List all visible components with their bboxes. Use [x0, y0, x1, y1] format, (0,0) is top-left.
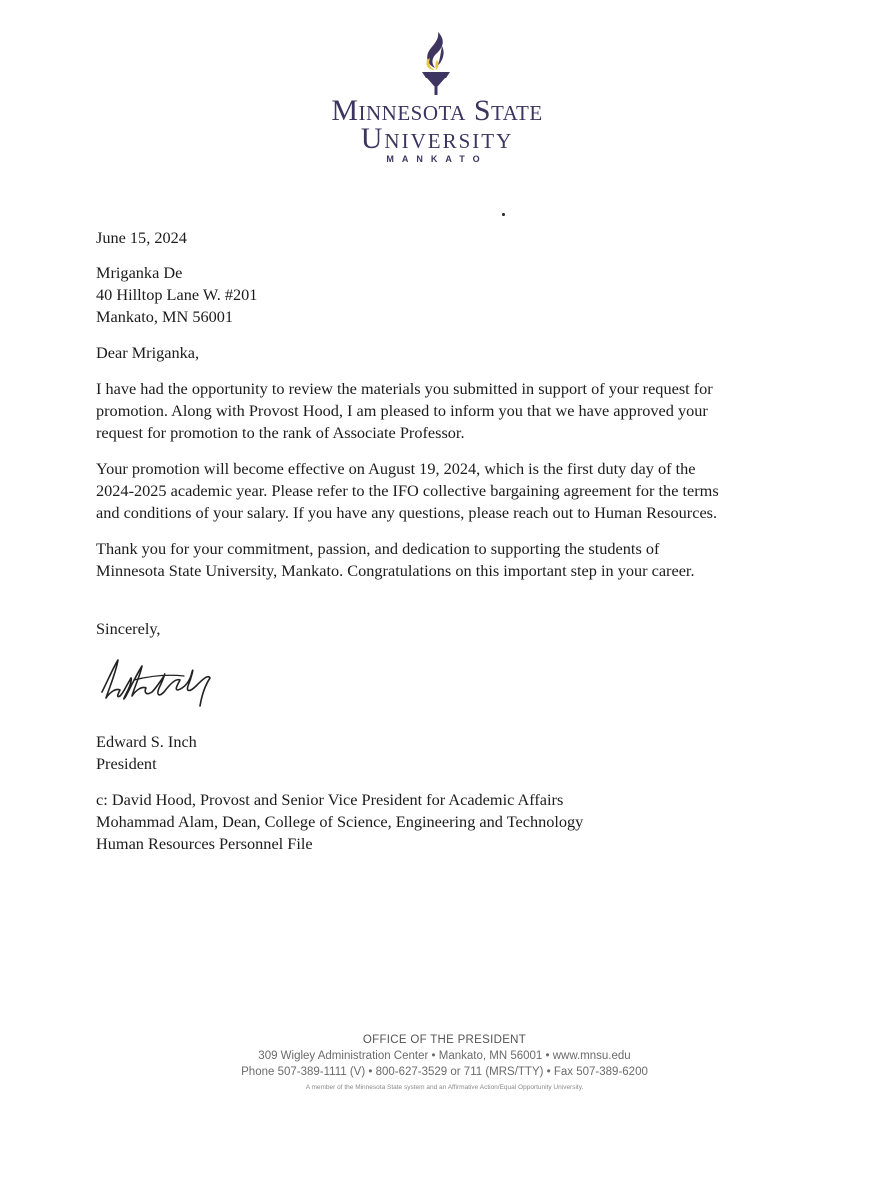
- letter-footer: [0, 1034, 873, 1091]
- paragraph-line: promotion. Along with Provost Hood, I am pleased to inform you that we have approved your: [96, 401, 708, 420]
- university-logo: [322, 30, 552, 170]
- wordmark-line-3: MANKATO: [386, 154, 488, 164]
- letter-date: [96, 227, 796, 249]
- recipient-address: [96, 262, 796, 328]
- paragraph-line: Thank you for your commitment, passion, and dedication to supporting the students of: [96, 539, 660, 558]
- cc-line: Mohammad Alam, Dean, College of Science, Engineering and Technology: [96, 812, 584, 831]
- closing-text: Sincerely,: [96, 619, 161, 638]
- recipient-name: Mriganka De: [96, 263, 183, 282]
- cc-line: c: David Hood, Provost and Senior Vice President for Academic Affairs: [96, 790, 564, 809]
- paragraph-line: I have had the opportunity to review the materials you submitted in support of your request for: [96, 379, 713, 398]
- signer-name: Edward S. Inch: [96, 732, 197, 751]
- paragraph-2: [96, 458, 796, 524]
- footer-address: 309 Wigley Administration Center • Mankato, MN 56001 • www.mnsu.edu: [258, 1050, 631, 1062]
- wordmark-line-2: University: [360, 122, 514, 155]
- paragraph-line: request for promotion to the rank of Associate Professor.: [96, 423, 465, 442]
- paragraph-3: [96, 538, 796, 582]
- closing: [96, 618, 796, 640]
- footer-statement: A member of the Minnesota State system and an Affirmative Action/Equal Opportunity University.: [305, 1084, 584, 1091]
- paragraph-line: Minnesota State University, Mankato. Congratulations on this important step in your career.: [96, 561, 695, 580]
- recipient-street: 40 Hilltop Lane W. #201: [96, 285, 258, 304]
- paragraph-line: 2024-2025 academic year. Please refer to the IFO collective bargaining agreement for the terms: [96, 481, 719, 500]
- signer-block: [96, 731, 796, 775]
- wordmark-line-1: Minnesota State: [331, 94, 543, 127]
- torch-icon: [416, 30, 456, 96]
- paragraph-1: [96, 378, 796, 444]
- paragraph-line: Your promotion will become effective on August 19, 2024, which is the first duty day of the: [96, 459, 696, 478]
- scan-speck: [502, 213, 505, 216]
- salutation-text: Dear Mriganka,: [96, 343, 200, 362]
- handwritten-signature: [94, 652, 234, 712]
- recipient-city: Mankato, MN 56001: [96, 307, 234, 326]
- cc-line: Human Resources Personnel File: [96, 834, 313, 853]
- date-text: June 15, 2024: [96, 228, 187, 247]
- signer-title: President: [96, 754, 157, 773]
- salutation: [96, 342, 796, 364]
- footer-phone: Phone 507-389-1111 (V) • 800-627-3529 or 711 (MRS/TTY) • Fax 507-389-6200: [241, 1066, 648, 1078]
- paragraph-line: and conditions of your salary. If you have any questions, please reach out to Human Resources.: [96, 503, 718, 522]
- cc-list: [96, 789, 796, 855]
- footer-office: OFFICE OF THE PRESIDENT: [362, 1034, 527, 1046]
